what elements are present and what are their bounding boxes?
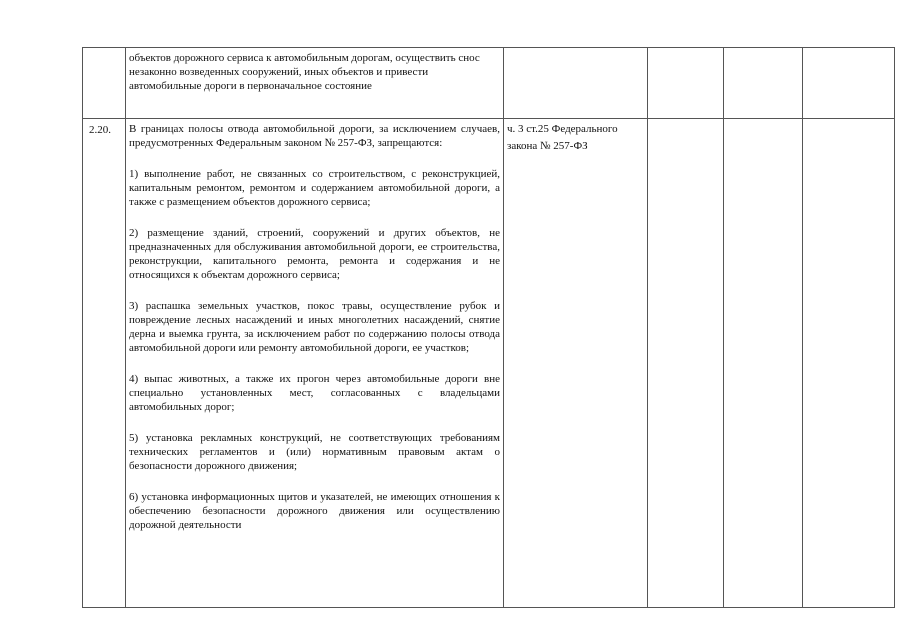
requirement-item-1: 1) выполнение работ, не связанных со строительством, с реконструкцией, капитальным ремонтом, ремонтом и содержанием автомобильной дороги, а также с размещением объектов дорожного сервиса; xyxy=(129,168,500,208)
requirement-item-3: 3) распашка земельных участков, покос травы, осуществление рубок и повреждение лесных насаждений и иных многолетних насаждений, снятие дерна и выемка грунта, за исключением работ по содержанию полосы отвода автомобильной дороги или ремонту автомобильной дороги, ее участков; xyxy=(129,300,500,354)
requirement-cell xyxy=(126,119,504,608)
requirement-item-2: 2) размещение зданий, строений, сооружений и других объектов, не предназначенных для обслуживания автомобильной дороги, ее строительства, реконструкции, капитального ремонта, ремонта и содержания и не относящихся к объектам дорожного сервиса; xyxy=(129,227,500,281)
empty-cell xyxy=(724,48,803,119)
empty-cell xyxy=(648,48,724,119)
reference-cell xyxy=(504,48,648,119)
item-number: 2.20. xyxy=(89,124,111,136)
requirement-item-5: 5) установка рекламных конструкций, не соответствующих требованиям технических регламентов и (или) нормативным правовым актам о безопасности дорожного движения; xyxy=(129,432,500,472)
empty-cell xyxy=(648,119,724,608)
reference-cell xyxy=(504,119,648,608)
table-row xyxy=(83,119,895,608)
legal-reference: ч. 3 ст.25 Федерального закона № 257-ФЗ xyxy=(507,123,618,152)
requirement-item-6: 6) установка информационных щитов и указателей, не имеющих отношения к обеспечению безопасности дорожного движения или осуществлению дорожной деятельности xyxy=(129,491,500,531)
requirement-intro: В границах полосы отвода автомобильной дороги, за исключением случаев, предусмотренных Федеральным законом № 257-ФЗ, запрещаются: xyxy=(129,123,500,149)
empty-cell xyxy=(724,119,803,608)
number-cell xyxy=(83,48,126,119)
requirement-cell xyxy=(126,48,504,119)
requirement-item-4: 4) выпас животных, а также их прогон через автомобильные дороги вне специально установленных мест, согласованных с владельцами автомобильных дорог; xyxy=(129,373,500,413)
number-cell xyxy=(83,119,126,608)
requirements-table xyxy=(82,47,895,608)
table-row xyxy=(83,48,895,119)
continuation-text: объектов дорожного сервиса к автомобильным дорогам, осуществить снос незаконно возведенных сооружений, иных объектов и привести автомобильные дороги в первоначальное состояние xyxy=(129,52,480,92)
empty-cell xyxy=(803,119,895,608)
empty-cell xyxy=(803,48,895,119)
